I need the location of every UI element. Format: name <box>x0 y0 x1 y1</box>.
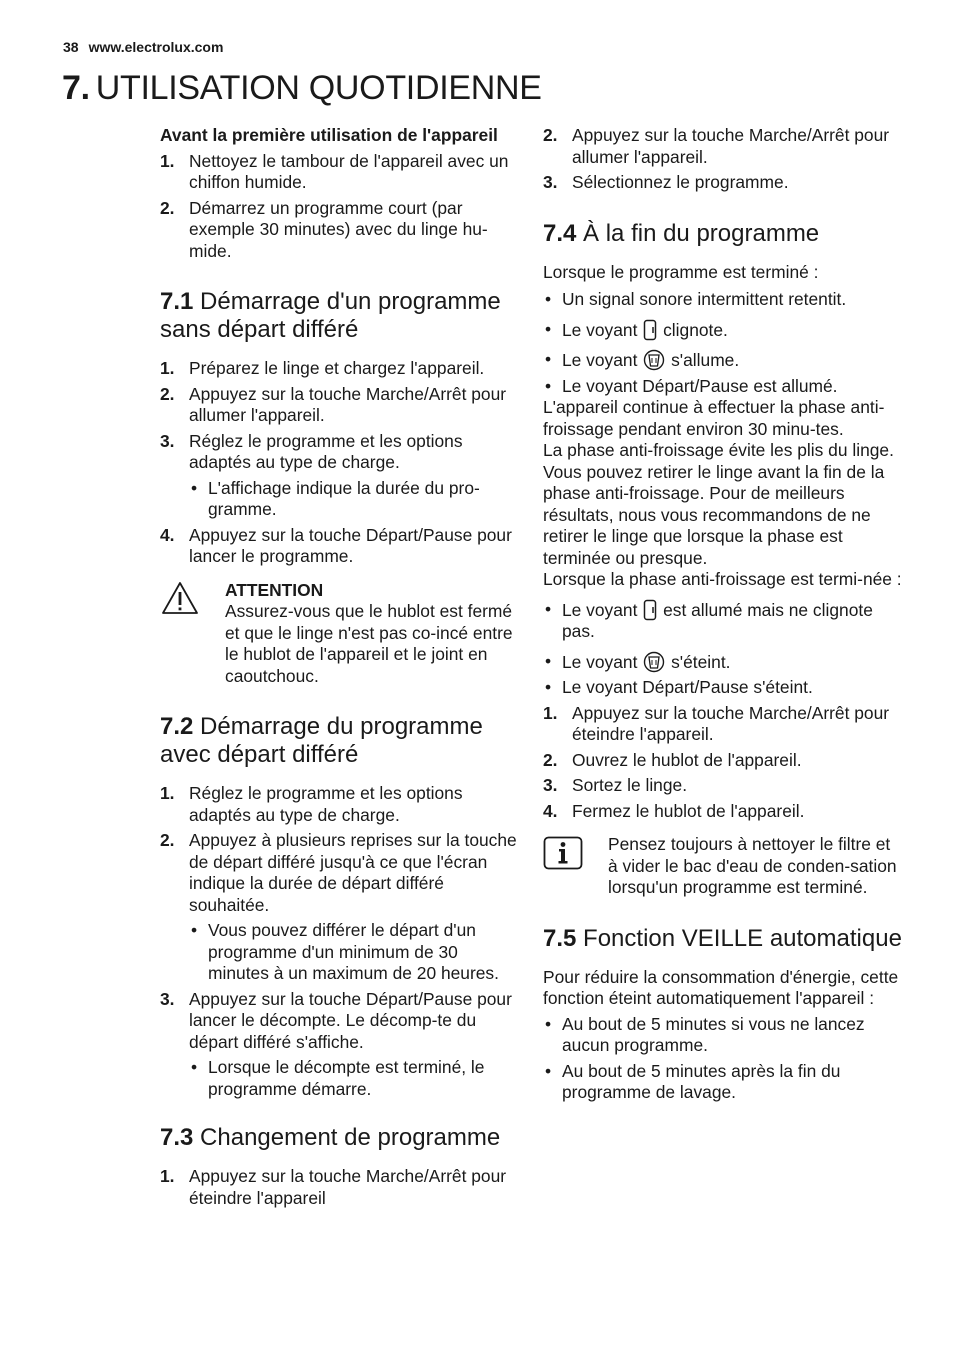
chapter-title-text: UTILISATION QUOTIDIENNE <box>95 69 542 107</box>
list-item <box>160 830 520 916</box>
section-7-3-heading <box>160 1124 520 1152</box>
step-number: 2. <box>160 830 175 850</box>
step-number: 1. <box>160 150 175 171</box>
list-item <box>160 989 520 1054</box>
chapter-number: 7. <box>62 69 90 107</box>
list-item <box>543 750 903 772</box>
door-lamp-icon <box>643 319 657 341</box>
warning-triangle-icon <box>160 580 200 622</box>
list-item <box>543 703 903 746</box>
bullet-mark: • <box>191 477 198 498</box>
section-title: Démarrage d'un programme sans départ différé <box>160 288 501 343</box>
bullet-mark: • <box>545 598 552 619</box>
section-7-2-heading <box>160 713 520 769</box>
bullet-text-end: est allumé mais ne clignote pas. <box>562 599 873 641</box>
step-text: Appuyez sur la touche Départ/Pause pour lancer le décompte. Le décomp-te du départ différé s'affiche. <box>189 988 512 1052</box>
step-text: Nettoyez le tambour de l'appareil avec un chiffon humide. <box>189 150 509 192</box>
list-item <box>160 198 520 263</box>
step-number: 1. <box>160 783 175 803</box>
bullet-item <box>543 289 903 311</box>
step-text: Appuyez sur la touche Marche/Arrêt pour éteindre l'appareil. <box>572 702 890 744</box>
step-number: 1. <box>160 1166 175 1186</box>
step-text: Appuyez sur la touche Marche/Arrêt pour allumer l'appareil. <box>189 383 507 425</box>
step-text: Appuyez sur la touche Marche/Arrêt pour allumer l'appareil. <box>572 125 890 167</box>
step-text: Fermez le hublot de l'appareil. <box>572 800 805 821</box>
door-lamp-icon <box>643 599 657 621</box>
step-number: 3. <box>160 988 175 1009</box>
bullet-text: L'affichage indique la durée du pro-gramme. <box>208 477 480 519</box>
website-url[interactable]: www.electrolux.com <box>88 39 224 55</box>
bullet-item <box>543 349 903 372</box>
bullet-mark: • <box>545 349 552 369</box>
chapter-title <box>62 68 542 108</box>
bullet-text: Le voyant Départ/Pause est allumé. <box>562 375 838 396</box>
section-number: 7.3 <box>160 1124 194 1151</box>
bullet-mark: • <box>191 920 198 940</box>
section-title: Démarrage du programme avec départ différé <box>160 713 483 768</box>
bullet-mark: • <box>545 650 552 671</box>
bullet-item <box>543 651 903 674</box>
page-header <box>63 38 223 56</box>
list-item <box>160 151 520 194</box>
bullet-text-end: clignote. <box>663 319 728 340</box>
section-7-4-heading <box>543 220 903 248</box>
bullet-text-end: s'allume. <box>671 350 740 370</box>
bullet-item <box>543 319 903 342</box>
list-item <box>160 1166 520 1209</box>
list-item <box>543 775 903 797</box>
bullet-mark: • <box>545 1013 552 1034</box>
step-text: Réglez le programme et les options adaptés au type de charge. <box>189 783 463 825</box>
step-number: 2. <box>160 197 175 218</box>
bullet-item <box>543 1061 903 1104</box>
step-number: 2. <box>543 749 558 770</box>
section-intro: Lorsque le programme est terminé : <box>543 261 819 282</box>
step-text: Démarrez un programme court (par exemple 30 minutes) avec du linge hu-mide. <box>189 197 488 261</box>
bullet-mark: • <box>545 1060 552 1081</box>
bullet-mark: • <box>545 677 552 697</box>
section-number: 7.1 <box>160 288 194 315</box>
warning-title: ATTENTION <box>225 579 324 600</box>
bullet-mark: • <box>545 289 552 309</box>
bullet-text: Le voyant <box>562 651 638 672</box>
bullet-text: Le voyant Départ/Pause s'éteint. <box>562 677 813 697</box>
bullet-mark: • <box>191 1057 198 1077</box>
first-use-title: Avant la première utilisation de l'appareil <box>160 125 498 145</box>
step-text: Appuyez sur la touche Départ/Pause pour lancer le programme. <box>189 524 512 566</box>
section-number: 7.2 <box>160 713 194 740</box>
step-text: Ouvrez le hublot de l'appareil. <box>572 749 802 770</box>
bullet-text: Le voyant <box>562 599 638 620</box>
info-icon <box>543 836 583 876</box>
step-number: 1. <box>160 358 175 378</box>
warning-text: Assurez-vous que le hublot est fermé et que le linge n'est pas co-incé entre le hublot de l'appareil et le joint en caoutchouc. <box>225 601 513 686</box>
section-title: À la fin du programme <box>583 219 820 247</box>
step-number: 2. <box>160 383 175 404</box>
step-number: 4. <box>543 800 558 821</box>
bullet-text: Au bout de 5 minutes si vous ne lancez aucun programme. <box>562 1013 865 1055</box>
list-item <box>543 172 903 194</box>
step-text: Sélectionnez le programme. <box>572 172 789 192</box>
step-text: Appuyez à plusieurs reprises sur la touche de départ différé jusqu'à ce que l'écran indique la durée de départ différé souhaitée. <box>189 830 517 915</box>
step-text: Sortez le linge. <box>572 775 688 795</box>
step-number: 3. <box>543 172 558 192</box>
bullet-item <box>189 478 520 521</box>
info-text: Pensez toujours à nettoyer le filtre et à vider le bac d'eau de conden-sation lorsqu'un programme est terminé. <box>608 834 897 897</box>
step-text: Préparez le linge et chargez l'appareil. <box>189 358 485 378</box>
step-number: 3. <box>160 430 175 451</box>
bullet-text-end: s'éteint. <box>671 651 731 672</box>
list-item <box>543 801 903 823</box>
info-box <box>543 834 903 899</box>
section-number: 7.4 <box>543 219 577 247</box>
bullet-item <box>543 376 903 398</box>
paragraph: La phase anti-froissage évite les plis du linge. <box>543 440 894 460</box>
step-text: Réglez le programme et les options adaptés au type de charge. <box>189 430 463 472</box>
section-title: Fonction VEILLE automatique <box>583 924 902 952</box>
bullet-text: Lorsque le décompte est terminé, le programme démarre. <box>208 1057 485 1099</box>
drum-lamp-icon <box>643 349 665 371</box>
bullet-item <box>543 677 903 699</box>
warning-box <box>160 580 520 688</box>
paragraph: L'appareil continue à effectuer la phase anti-froissage pendant environ 30 minu-tes. <box>543 397 885 439</box>
section-7-1-heading <box>160 288 520 344</box>
bullet-item <box>189 1057 520 1100</box>
list-item <box>160 783 520 826</box>
step-number: 1. <box>543 702 558 723</box>
list-item <box>160 358 520 380</box>
section-intro: Pour réduire la consommation d'énergie, cette fonction éteint automatiquement l'appareil : <box>543 966 899 1008</box>
paragraph: Lorsque la phase anti-froissage est termi-née : <box>543 569 902 589</box>
left-column <box>160 125 520 1209</box>
list-item <box>160 525 520 568</box>
list-item <box>160 384 520 427</box>
step-number: 4. <box>160 524 175 545</box>
step-number: 3. <box>543 775 558 795</box>
section-number: 7.5 <box>543 924 577 952</box>
bullet-text: Vous pouvez différer le départ d'un programme d'un minimum de 30 minutes à un maximum de 20 heures. <box>208 920 499 983</box>
drum-lamp-icon <box>643 651 665 673</box>
page-number: 38 <box>63 39 79 55</box>
bullet-text: Un signal sonore intermittent retentit. <box>562 289 847 309</box>
bullet-text: Au bout de 5 minutes après la fin du programme de lavage. <box>562 1060 841 1102</box>
bullet-mark: • <box>545 375 552 396</box>
section-title: Changement de programme <box>200 1124 501 1151</box>
bullet-item <box>543 1014 903 1057</box>
step-text: Appuyez sur la touche Marche/Arrêt pour éteindre l'appareil <box>189 1166 507 1208</box>
step-number: 2. <box>543 125 558 145</box>
list-item <box>543 125 903 168</box>
bullet-text: Le voyant <box>562 350 638 370</box>
bullet-item <box>543 599 903 643</box>
right-column <box>543 125 903 1104</box>
paragraph: Vous pouvez retirer le linge avant la fin de la phase anti-froissage. Pour de meilleurs résultats, nous vous recommandons de ne retirer le linge que lorsque la phase est terminée ou presque. <box>543 461 885 568</box>
bullet-mark: • <box>545 318 552 339</box>
bullet-item <box>189 920 520 985</box>
section-7-5-heading <box>543 925 903 953</box>
bullet-text: Le voyant <box>562 319 638 340</box>
list-item <box>160 431 520 474</box>
